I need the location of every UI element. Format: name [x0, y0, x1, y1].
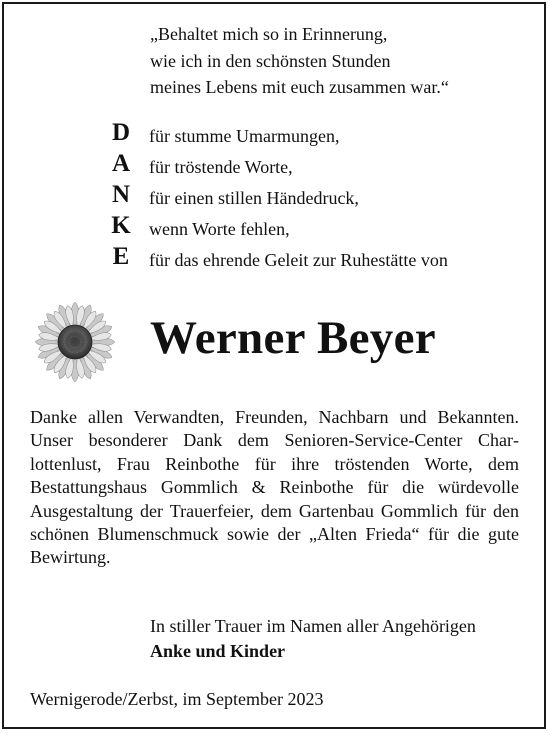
acrostic-letter: A — [111, 150, 131, 177]
acrostic-row — [107, 213, 527, 244]
acrostic-letter: D — [111, 119, 131, 146]
acrostic-row — [107, 120, 527, 151]
danke-acrostic — [107, 120, 527, 275]
thanks-paragraph: Danke allen Verwandten, Freunden, Nachbarn und Bekannten. Unser besonderer Dank dem Senioren-Service-Center Charlottenlust, Frau Reinbothe für ihre tröstenden Worte, dem Bestattungshaus Gommlich & Reinbothe für die würdevolle Ausgestaltung der Trauerfeier, dem Gartenbau Gommlich für den schönen Blumenschmuck sowie der „Alten Frieda“ für die gute Bewirtung. — [30, 407, 519, 568]
acrostic-letter: K — [111, 212, 131, 239]
signature-names: Anke und Kinder — [150, 641, 286, 661]
acrostic-phrase: für das ehrende Geleit zur Ruhestätte von — [149, 250, 448, 270]
acrostic-phrase: für stumme Umarmungen, — [149, 126, 340, 146]
acrostic-row — [107, 182, 527, 213]
quote-line: meines Lebens mit euch zusammen war.“ — [150, 77, 449, 97]
quote-line: wie ich in den schönsten Stunden — [150, 50, 391, 71]
deceased-name: Werner Beyer — [150, 312, 436, 364]
acrostic-letter: N — [111, 181, 131, 208]
signature-block — [150, 614, 476, 664]
acrostic-row — [107, 151, 527, 182]
sunflower-icon — [30, 292, 120, 392]
signature-line: In stiller Trauer im Namen aller Angehörigen — [150, 616, 476, 636]
acrostic-phrase: für tröstende Worte, — [149, 157, 293, 177]
memorial-quote — [150, 21, 449, 101]
acrostic-phrase: für einen stillen Händedruck, — [149, 188, 359, 208]
obituary-notice — [2, 2, 546, 729]
acrostic-letter: E — [112, 243, 130, 270]
acrostic-row — [107, 244, 527, 275]
quote-line: „Behaltet mich so in Erinnerung, — [150, 24, 388, 44]
acrostic-phrase: wenn Worte fehlen, — [149, 219, 290, 239]
place-date: Wernigerode/Zerbst, im September 2023 — [30, 689, 324, 709]
